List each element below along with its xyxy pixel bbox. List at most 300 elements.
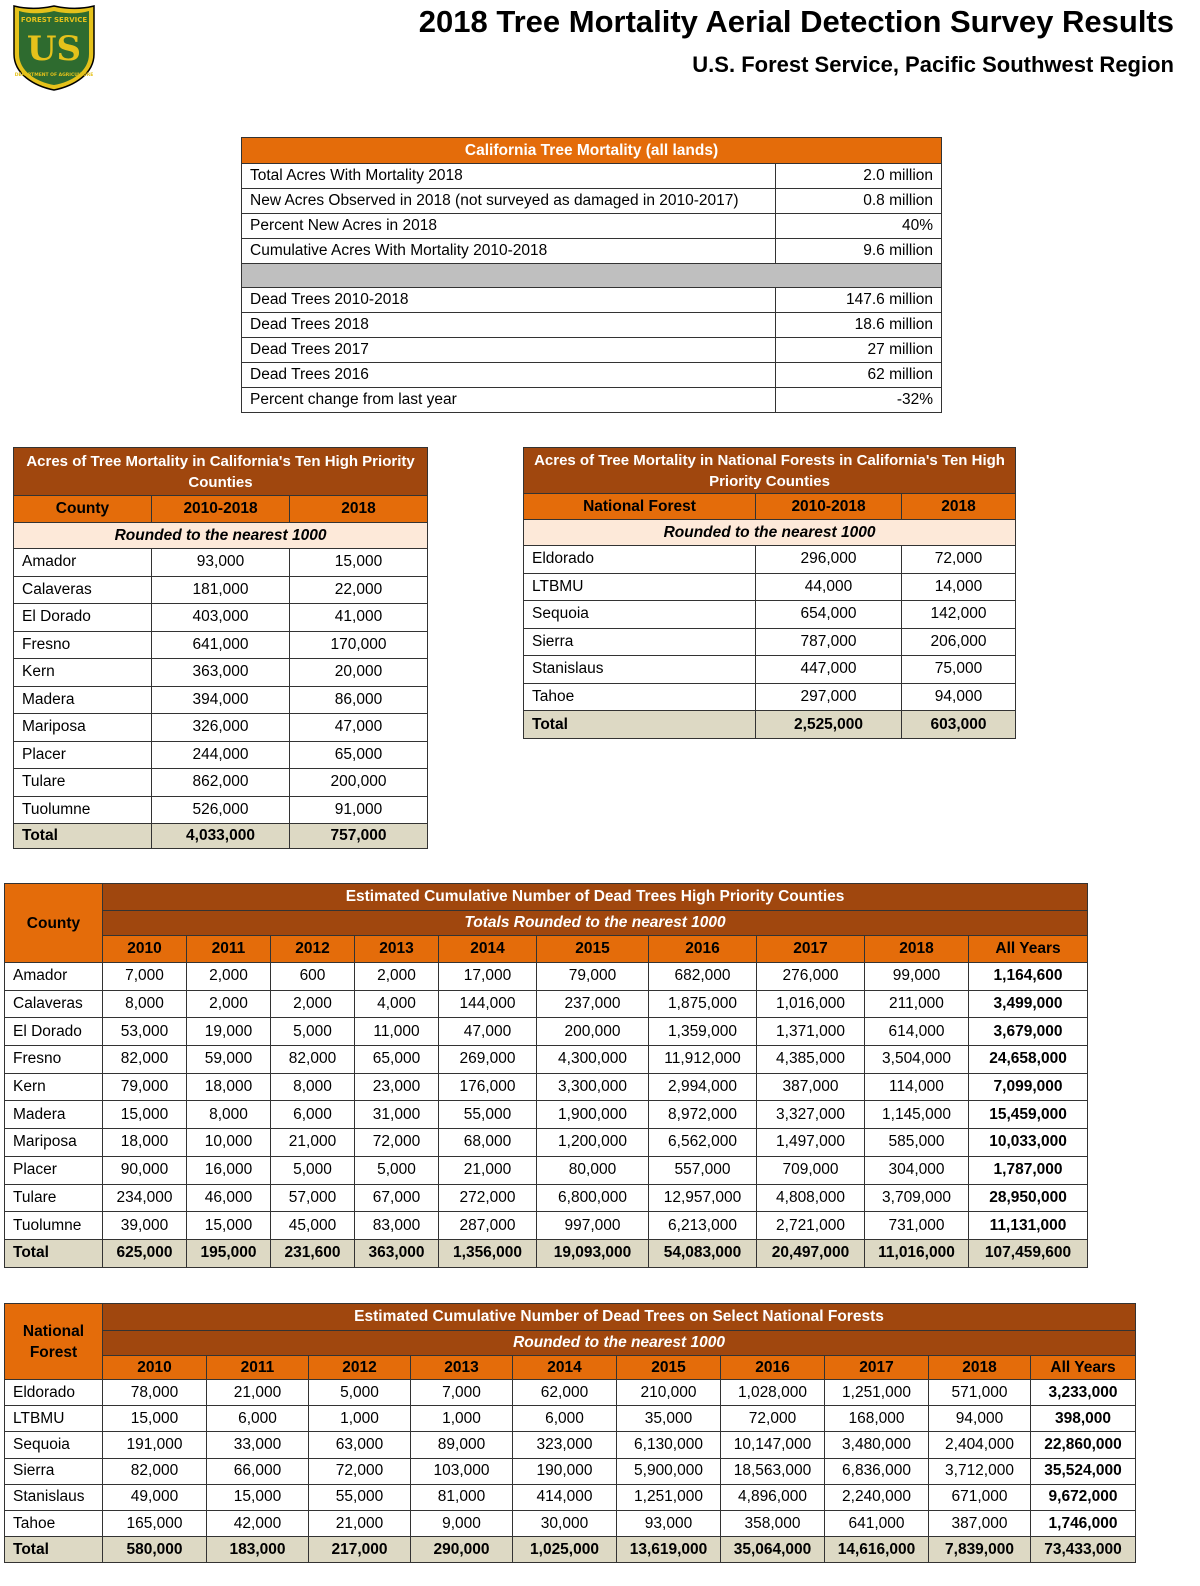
table-row bbox=[14, 659, 428, 687]
summary-row bbox=[242, 363, 942, 388]
total-cell: 363,000 bbox=[355, 1239, 439, 1267]
row-name: El Dorado bbox=[5, 1018, 103, 1046]
all-years-cell: 9,672,000 bbox=[1031, 1484, 1136, 1510]
table-cell: 93,000 bbox=[617, 1510, 721, 1536]
table-cell: 997,000 bbox=[537, 1212, 649, 1240]
table-cell: 190,000 bbox=[513, 1458, 617, 1484]
table-cell: 72,000 bbox=[902, 546, 1016, 574]
total-cell: 757,000 bbox=[290, 824, 428, 849]
table-cell: 1,875,000 bbox=[649, 990, 757, 1018]
table-cell: 447,000 bbox=[756, 656, 902, 684]
year-header: 2010 bbox=[103, 1356, 207, 1380]
table-cell: 17,000 bbox=[439, 963, 537, 991]
county-name: Placer bbox=[14, 741, 152, 769]
table-cell: 6,562,000 bbox=[649, 1129, 757, 1157]
table-cell: 557,000 bbox=[649, 1156, 757, 1184]
column-header: National Forest bbox=[524, 494, 756, 520]
table-row bbox=[5, 1510, 1136, 1536]
year-header: 2015 bbox=[537, 936, 649, 963]
year-header: 2013 bbox=[411, 1356, 513, 1380]
table-cell: 94,000 bbox=[929, 1406, 1031, 1432]
table-cell: 89,000 bbox=[411, 1432, 513, 1458]
table-cell: 4,300,000 bbox=[537, 1046, 649, 1074]
table-cell: 47,000 bbox=[439, 1018, 537, 1046]
table-cell: 21,000 bbox=[207, 1380, 309, 1406]
table-row bbox=[524, 656, 1016, 684]
total-cell: 54,083,000 bbox=[649, 1239, 757, 1267]
table-cell: 170,000 bbox=[290, 631, 428, 659]
table-cell: 387,000 bbox=[757, 1073, 865, 1101]
table-cell: 5,000 bbox=[271, 1018, 355, 1046]
table-cell: 5,900,000 bbox=[617, 1458, 721, 1484]
table-cell: 94,000 bbox=[902, 683, 1016, 711]
summary-title: California Tree Mortality (all lands) bbox=[242, 138, 942, 164]
forest-name: Tahoe bbox=[524, 683, 756, 711]
total-cell: 73,433,000 bbox=[1031, 1537, 1136, 1563]
note-row bbox=[5, 1331, 1136, 1356]
table-cell: 237,000 bbox=[537, 990, 649, 1018]
total-cell: 580,000 bbox=[103, 1537, 207, 1563]
table-cell: 39,000 bbox=[103, 1212, 187, 1240]
county-name: Tulare bbox=[14, 769, 152, 797]
total-cell: 13,619,000 bbox=[617, 1537, 721, 1563]
row-name: Mariposa bbox=[5, 1129, 103, 1157]
summary-label: Percent New Acres in 2018 bbox=[242, 214, 776, 239]
table-cell: 682,000 bbox=[649, 963, 757, 991]
table-cell: 403,000 bbox=[152, 604, 290, 632]
table-row bbox=[5, 1018, 1088, 1046]
table-cell: 2,000 bbox=[187, 990, 271, 1018]
table-cell: 272,000 bbox=[439, 1184, 537, 1212]
table-cell: 18,563,000 bbox=[721, 1458, 825, 1484]
table-row bbox=[14, 714, 428, 742]
year-header: 2016 bbox=[649, 936, 757, 963]
table-row bbox=[524, 573, 1016, 601]
row-name: Madera bbox=[5, 1101, 103, 1129]
table-cell: 304,000 bbox=[865, 1156, 969, 1184]
column-header: County bbox=[14, 496, 152, 523]
summary-row bbox=[242, 288, 942, 313]
total-row bbox=[5, 1239, 1088, 1267]
table-cell: 82,000 bbox=[271, 1046, 355, 1074]
table-cell: 276,000 bbox=[757, 963, 865, 991]
table-cell: 55,000 bbox=[309, 1484, 411, 1510]
summary-label: Percent change from last year bbox=[242, 388, 776, 413]
total-cell: 290,000 bbox=[411, 1537, 513, 1563]
total-cell: 231,600 bbox=[271, 1239, 355, 1267]
table-cell: 19,000 bbox=[187, 1018, 271, 1046]
row-name: Tulare bbox=[5, 1184, 103, 1212]
summary-label: Dead Trees 2017 bbox=[242, 338, 776, 363]
table-cell: 200,000 bbox=[537, 1018, 649, 1046]
table-cell: 571,000 bbox=[929, 1380, 1031, 1406]
table-cell: 2,000 bbox=[271, 990, 355, 1018]
row-name: Fresno bbox=[5, 1046, 103, 1074]
table-title: Estimated Cumulative Number of Dead Trees High Priority Counties bbox=[103, 884, 1088, 911]
table-cell: 1,028,000 bbox=[721, 1380, 825, 1406]
acres-county-title-row bbox=[14, 448, 428, 496]
table-cell: 296,000 bbox=[756, 546, 902, 574]
year-header: 2013 bbox=[355, 936, 439, 963]
year-header: 2010 bbox=[103, 936, 187, 963]
table-row bbox=[5, 1129, 1088, 1157]
all-years-cell: 3,499,000 bbox=[969, 990, 1088, 1018]
total-cell: 1,356,000 bbox=[439, 1239, 537, 1267]
table-row bbox=[14, 686, 428, 714]
table-cell: 8,000 bbox=[103, 990, 187, 1018]
all-years-cell: 7,099,000 bbox=[969, 1073, 1088, 1101]
table-cell: 86,000 bbox=[290, 686, 428, 714]
table-cell: 200,000 bbox=[290, 769, 428, 797]
summary-title-row bbox=[242, 138, 942, 164]
row-name: Tahoe bbox=[5, 1510, 103, 1536]
year-header: 2014 bbox=[513, 1356, 617, 1380]
total-cell: 217,000 bbox=[309, 1537, 411, 1563]
table-cell: 114,000 bbox=[865, 1073, 969, 1101]
table-cell: 1,251,000 bbox=[825, 1380, 929, 1406]
table-cell: 15,000 bbox=[103, 1406, 207, 1432]
row-name: Sequoia bbox=[5, 1432, 103, 1458]
all-years-cell: 11,131,000 bbox=[969, 1212, 1088, 1240]
summary-label: Dead Trees 2010-2018 bbox=[242, 288, 776, 313]
table-cell: 641,000 bbox=[152, 631, 290, 659]
acres-forest-title-row bbox=[524, 448, 1016, 494]
table-row bbox=[524, 628, 1016, 656]
all-years-cell: 15,459,000 bbox=[969, 1101, 1088, 1129]
table-cell: 1,497,000 bbox=[757, 1129, 865, 1157]
table-cell: 165,000 bbox=[103, 1510, 207, 1536]
summary-label: Dead Trees 2016 bbox=[242, 363, 776, 388]
table-cell: 82,000 bbox=[103, 1046, 187, 1074]
forest-name: Stanislaus bbox=[524, 656, 756, 684]
table-cell: 269,000 bbox=[439, 1046, 537, 1074]
total-cell: Total bbox=[524, 711, 756, 739]
total-cell: 1,025,000 bbox=[513, 1537, 617, 1563]
page-subtitle: U.S. Forest Service, Pacific Southwest Region bbox=[692, 52, 1174, 77]
table-cell: 168,000 bbox=[825, 1406, 929, 1432]
summary-value: 62 million bbox=[776, 363, 942, 388]
county-name: Fresno bbox=[14, 631, 152, 659]
table-cell: 142,000 bbox=[902, 601, 1016, 629]
table-cell: 1,371,000 bbox=[757, 1018, 865, 1046]
year-header: 2017 bbox=[757, 936, 865, 963]
table-row bbox=[5, 1212, 1088, 1240]
table-cell: 1,359,000 bbox=[649, 1018, 757, 1046]
county-name: Amador bbox=[14, 549, 152, 577]
table-cell: 5,000 bbox=[271, 1156, 355, 1184]
table-cell: 1,145,000 bbox=[865, 1101, 969, 1129]
all-years-cell: 35,524,000 bbox=[1031, 1458, 1136, 1484]
row-name: Tuolumne bbox=[5, 1212, 103, 1240]
table-cell: 1,000 bbox=[309, 1406, 411, 1432]
forest-name: LTBMU bbox=[524, 573, 756, 601]
acres-county-note-row bbox=[14, 523, 428, 549]
table-cell: 210,000 bbox=[617, 1380, 721, 1406]
table-cell: 654,000 bbox=[756, 601, 902, 629]
row-name: Sierra bbox=[5, 1458, 103, 1484]
row-name: Kern bbox=[5, 1073, 103, 1101]
table-cell: 99,000 bbox=[865, 963, 969, 991]
year-header: 2011 bbox=[207, 1356, 309, 1380]
summary-value: 27 million bbox=[776, 338, 942, 363]
table-cell: 1,251,000 bbox=[617, 1484, 721, 1510]
acres-forest-header-row bbox=[524, 494, 1016, 520]
all-years-cell: 24,658,000 bbox=[969, 1046, 1088, 1074]
table-note: Totals Rounded to the nearest 1000 bbox=[103, 911, 1088, 936]
table-row bbox=[14, 549, 428, 577]
table-cell: 3,327,000 bbox=[757, 1101, 865, 1129]
summary-label: Cumulative Acres With Mortality 2010-2018 bbox=[242, 239, 776, 264]
column-header: 2018 bbox=[290, 496, 428, 523]
table-cell: 244,000 bbox=[152, 741, 290, 769]
table-cell: 600 bbox=[271, 963, 355, 991]
table-cell: 1,900,000 bbox=[537, 1101, 649, 1129]
table-cell: 23,000 bbox=[355, 1073, 439, 1101]
summary-value: -32% bbox=[776, 388, 942, 413]
acres-forest-title: Acres of Tree Mortality in National Forests in California's Ten High Priority Counties bbox=[524, 448, 1016, 494]
total-cell: 4,033,000 bbox=[152, 824, 290, 849]
forest-service-shield-icon bbox=[12, 4, 96, 92]
table-cell: 20,000 bbox=[290, 659, 428, 687]
table-cell: 2,404,000 bbox=[929, 1432, 1031, 1458]
summary-row bbox=[242, 313, 942, 338]
total-cell: 19,093,000 bbox=[537, 1239, 649, 1267]
table-cell: 1,016,000 bbox=[757, 990, 865, 1018]
table-row bbox=[5, 1484, 1136, 1510]
table-cell: 6,213,000 bbox=[649, 1212, 757, 1240]
table-cell: 68,000 bbox=[439, 1129, 537, 1157]
total-cell: 183,000 bbox=[207, 1537, 309, 1563]
table-cell: 2,721,000 bbox=[757, 1212, 865, 1240]
row-name: LTBMU bbox=[5, 1406, 103, 1432]
table-cell: 75,000 bbox=[902, 656, 1016, 684]
table-cell: 21,000 bbox=[271, 1129, 355, 1157]
all-years-cell: 3,679,000 bbox=[969, 1018, 1088, 1046]
table-cell: 2,000 bbox=[355, 963, 439, 991]
acres-county-title: Acres of Tree Mortality in California's Ten High Priority Counties bbox=[14, 448, 428, 496]
corner-header: National Forest bbox=[5, 1304, 103, 1380]
table-row bbox=[5, 1432, 1136, 1458]
table-row bbox=[5, 1101, 1088, 1129]
row-name: Calaveras bbox=[5, 990, 103, 1018]
table-cell: 4,000 bbox=[355, 990, 439, 1018]
table-row bbox=[5, 1406, 1136, 1432]
year-header: 2017 bbox=[825, 1356, 929, 1380]
table-cell: 3,504,000 bbox=[865, 1046, 969, 1074]
table-cell: 191,000 bbox=[103, 1432, 207, 1458]
table-cell: 65,000 bbox=[290, 741, 428, 769]
table-cell: 41,000 bbox=[290, 604, 428, 632]
table-cell: 585,000 bbox=[865, 1129, 969, 1157]
table-cell: 62,000 bbox=[513, 1380, 617, 1406]
total-cell: 7,839,000 bbox=[929, 1537, 1031, 1563]
table-cell: 33,000 bbox=[207, 1432, 309, 1458]
table-cell: 11,000 bbox=[355, 1018, 439, 1046]
summary-value: 147.6 million bbox=[776, 288, 942, 313]
logo-top-text: FOREST SERVICE bbox=[20, 16, 88, 24]
table-cell: 55,000 bbox=[439, 1101, 537, 1129]
table-cell: 8,972,000 bbox=[649, 1101, 757, 1129]
table-cell: 83,000 bbox=[355, 1212, 439, 1240]
table-cell: 66,000 bbox=[207, 1458, 309, 1484]
table-row bbox=[524, 601, 1016, 629]
table-cell: 3,712,000 bbox=[929, 1458, 1031, 1484]
county-name: Calaveras bbox=[14, 576, 152, 604]
table-cell: 15,000 bbox=[103, 1101, 187, 1129]
table-cell: 81,000 bbox=[411, 1484, 513, 1510]
table-cell: 862,000 bbox=[152, 769, 290, 797]
table-cell: 79,000 bbox=[103, 1073, 187, 1101]
table-cell: 93,000 bbox=[152, 549, 290, 577]
table-cell: 30,000 bbox=[513, 1510, 617, 1536]
total-cell: 11,016,000 bbox=[865, 1239, 969, 1267]
total-row bbox=[14, 824, 428, 849]
table-cell: 7,000 bbox=[103, 963, 187, 991]
table-cell: 731,000 bbox=[865, 1212, 969, 1240]
table-cell: 323,000 bbox=[513, 1432, 617, 1458]
summary-row bbox=[242, 388, 942, 413]
table-cell: 287,000 bbox=[439, 1212, 537, 1240]
table-cell: 6,836,000 bbox=[825, 1458, 929, 1484]
table-cell: 31,000 bbox=[355, 1101, 439, 1129]
all-years-cell: 28,950,000 bbox=[969, 1184, 1088, 1212]
year-header: 2018 bbox=[865, 936, 969, 963]
forest-name: Sequoia bbox=[524, 601, 756, 629]
title-row bbox=[5, 884, 1088, 911]
all-years-cell: 398,000 bbox=[1031, 1406, 1136, 1432]
table-row bbox=[5, 963, 1088, 991]
table-row bbox=[5, 1046, 1088, 1074]
table-cell: 671,000 bbox=[929, 1484, 1031, 1510]
table-cell: 72,000 bbox=[309, 1458, 411, 1484]
table-cell: 6,800,000 bbox=[537, 1184, 649, 1212]
total-cell: 195,000 bbox=[187, 1239, 271, 1267]
total-cell: 14,616,000 bbox=[825, 1537, 929, 1563]
total-cell: 35,064,000 bbox=[721, 1537, 825, 1563]
table-cell: 3,300,000 bbox=[537, 1073, 649, 1101]
all-years-cell: 22,860,000 bbox=[1031, 1432, 1136, 1458]
summary-label: Total Acres With Mortality 2018 bbox=[242, 164, 776, 189]
table-cell: 82,000 bbox=[103, 1458, 207, 1484]
table-cell: 45,000 bbox=[271, 1212, 355, 1240]
table-cell: 394,000 bbox=[152, 686, 290, 714]
forest-name: Eldorado bbox=[524, 546, 756, 574]
all-years-cell: 1,787,000 bbox=[969, 1156, 1088, 1184]
table-cell: 12,957,000 bbox=[649, 1184, 757, 1212]
table-row bbox=[524, 546, 1016, 574]
table-cell: 6,000 bbox=[271, 1101, 355, 1129]
total-cell: 2,525,000 bbox=[756, 711, 902, 739]
table-cell: 91,000 bbox=[290, 796, 428, 824]
table-cell: 16,000 bbox=[187, 1156, 271, 1184]
table-cell: 4,896,000 bbox=[721, 1484, 825, 1510]
total-cell: Total bbox=[5, 1537, 103, 1563]
table-row bbox=[5, 1380, 1136, 1406]
note-row bbox=[5, 911, 1088, 936]
table-cell: 4,385,000 bbox=[757, 1046, 865, 1074]
table-cell: 63,000 bbox=[309, 1432, 411, 1458]
table-note: Rounded to the nearest 1000 bbox=[103, 1331, 1136, 1356]
table-cell: 6,000 bbox=[513, 1406, 617, 1432]
year-header-row bbox=[5, 936, 1088, 963]
table-cell: 42,000 bbox=[207, 1510, 309, 1536]
year-header: 2016 bbox=[721, 1356, 825, 1380]
year-header: All Years bbox=[1031, 1356, 1136, 1380]
all-years-cell: 1,746,000 bbox=[1031, 1510, 1136, 1536]
total-cell: 20,497,000 bbox=[757, 1239, 865, 1267]
table-title: Estimated Cumulative Number of Dead Trees on Select National Forests bbox=[103, 1304, 1136, 1331]
table-cell: 59,000 bbox=[187, 1046, 271, 1074]
table-cell: 641,000 bbox=[825, 1510, 929, 1536]
table-cell: 79,000 bbox=[537, 963, 649, 991]
row-name: Placer bbox=[5, 1156, 103, 1184]
table-cell: 3,480,000 bbox=[825, 1432, 929, 1458]
page-title: 2018 Tree Mortality Aerial Detection Survey Results bbox=[418, 4, 1174, 39]
year-header: 2011 bbox=[187, 936, 271, 963]
table-row bbox=[14, 576, 428, 604]
total-cell: Total bbox=[5, 1239, 103, 1267]
forest-name: Sierra bbox=[524, 628, 756, 656]
total-cell: Total bbox=[14, 824, 152, 849]
year-header: 2012 bbox=[271, 936, 355, 963]
table-row bbox=[5, 1073, 1088, 1101]
table-cell: 2,994,000 bbox=[649, 1073, 757, 1101]
summary-separator-row bbox=[242, 264, 942, 288]
table-cell: 5,000 bbox=[355, 1156, 439, 1184]
column-header: 2018 bbox=[902, 494, 1016, 520]
year-header-row bbox=[5, 1356, 1136, 1380]
table-cell: 8,000 bbox=[187, 1101, 271, 1129]
total-row bbox=[5, 1537, 1136, 1563]
table-row bbox=[524, 683, 1016, 711]
county-name: Madera bbox=[14, 686, 152, 714]
table-cell: 9,000 bbox=[411, 1510, 513, 1536]
table-cell: 10,147,000 bbox=[721, 1432, 825, 1458]
table-cell: 103,000 bbox=[411, 1458, 513, 1484]
table-cell: 35,000 bbox=[617, 1406, 721, 1432]
year-header: 2018 bbox=[929, 1356, 1031, 1380]
table-cell: 297,000 bbox=[756, 683, 902, 711]
table-cell: 18,000 bbox=[187, 1073, 271, 1101]
logo-mid-text: US bbox=[26, 29, 82, 69]
table-cell: 15,000 bbox=[290, 549, 428, 577]
county-name: El Dorado bbox=[14, 604, 152, 632]
table-cell: 4,808,000 bbox=[757, 1184, 865, 1212]
table-cell: 72,000 bbox=[721, 1406, 825, 1432]
table-cell: 44,000 bbox=[756, 573, 902, 601]
table-cell: 206,000 bbox=[902, 628, 1016, 656]
table-cell: 46,000 bbox=[187, 1184, 271, 1212]
table-cell: 49,000 bbox=[103, 1484, 207, 1510]
acres-forest-table bbox=[523, 447, 1016, 739]
table-cell: 144,000 bbox=[439, 990, 537, 1018]
year-header: 2012 bbox=[309, 1356, 411, 1380]
summary-row bbox=[242, 189, 942, 214]
table-cell: 234,000 bbox=[103, 1184, 187, 1212]
corner-header: County bbox=[5, 884, 103, 963]
row-name: Eldorado bbox=[5, 1380, 103, 1406]
table-row bbox=[14, 631, 428, 659]
column-header: 2010-2018 bbox=[152, 496, 290, 523]
table-row bbox=[14, 604, 428, 632]
summary-row bbox=[242, 239, 942, 264]
table-cell: 72,000 bbox=[355, 1129, 439, 1157]
summary-value: 18.6 million bbox=[776, 313, 942, 338]
all-years-cell: 10,033,000 bbox=[969, 1129, 1088, 1157]
all-years-cell: 3,233,000 bbox=[1031, 1380, 1136, 1406]
total-row bbox=[524, 711, 1016, 739]
table-cell: 80,000 bbox=[537, 1156, 649, 1184]
